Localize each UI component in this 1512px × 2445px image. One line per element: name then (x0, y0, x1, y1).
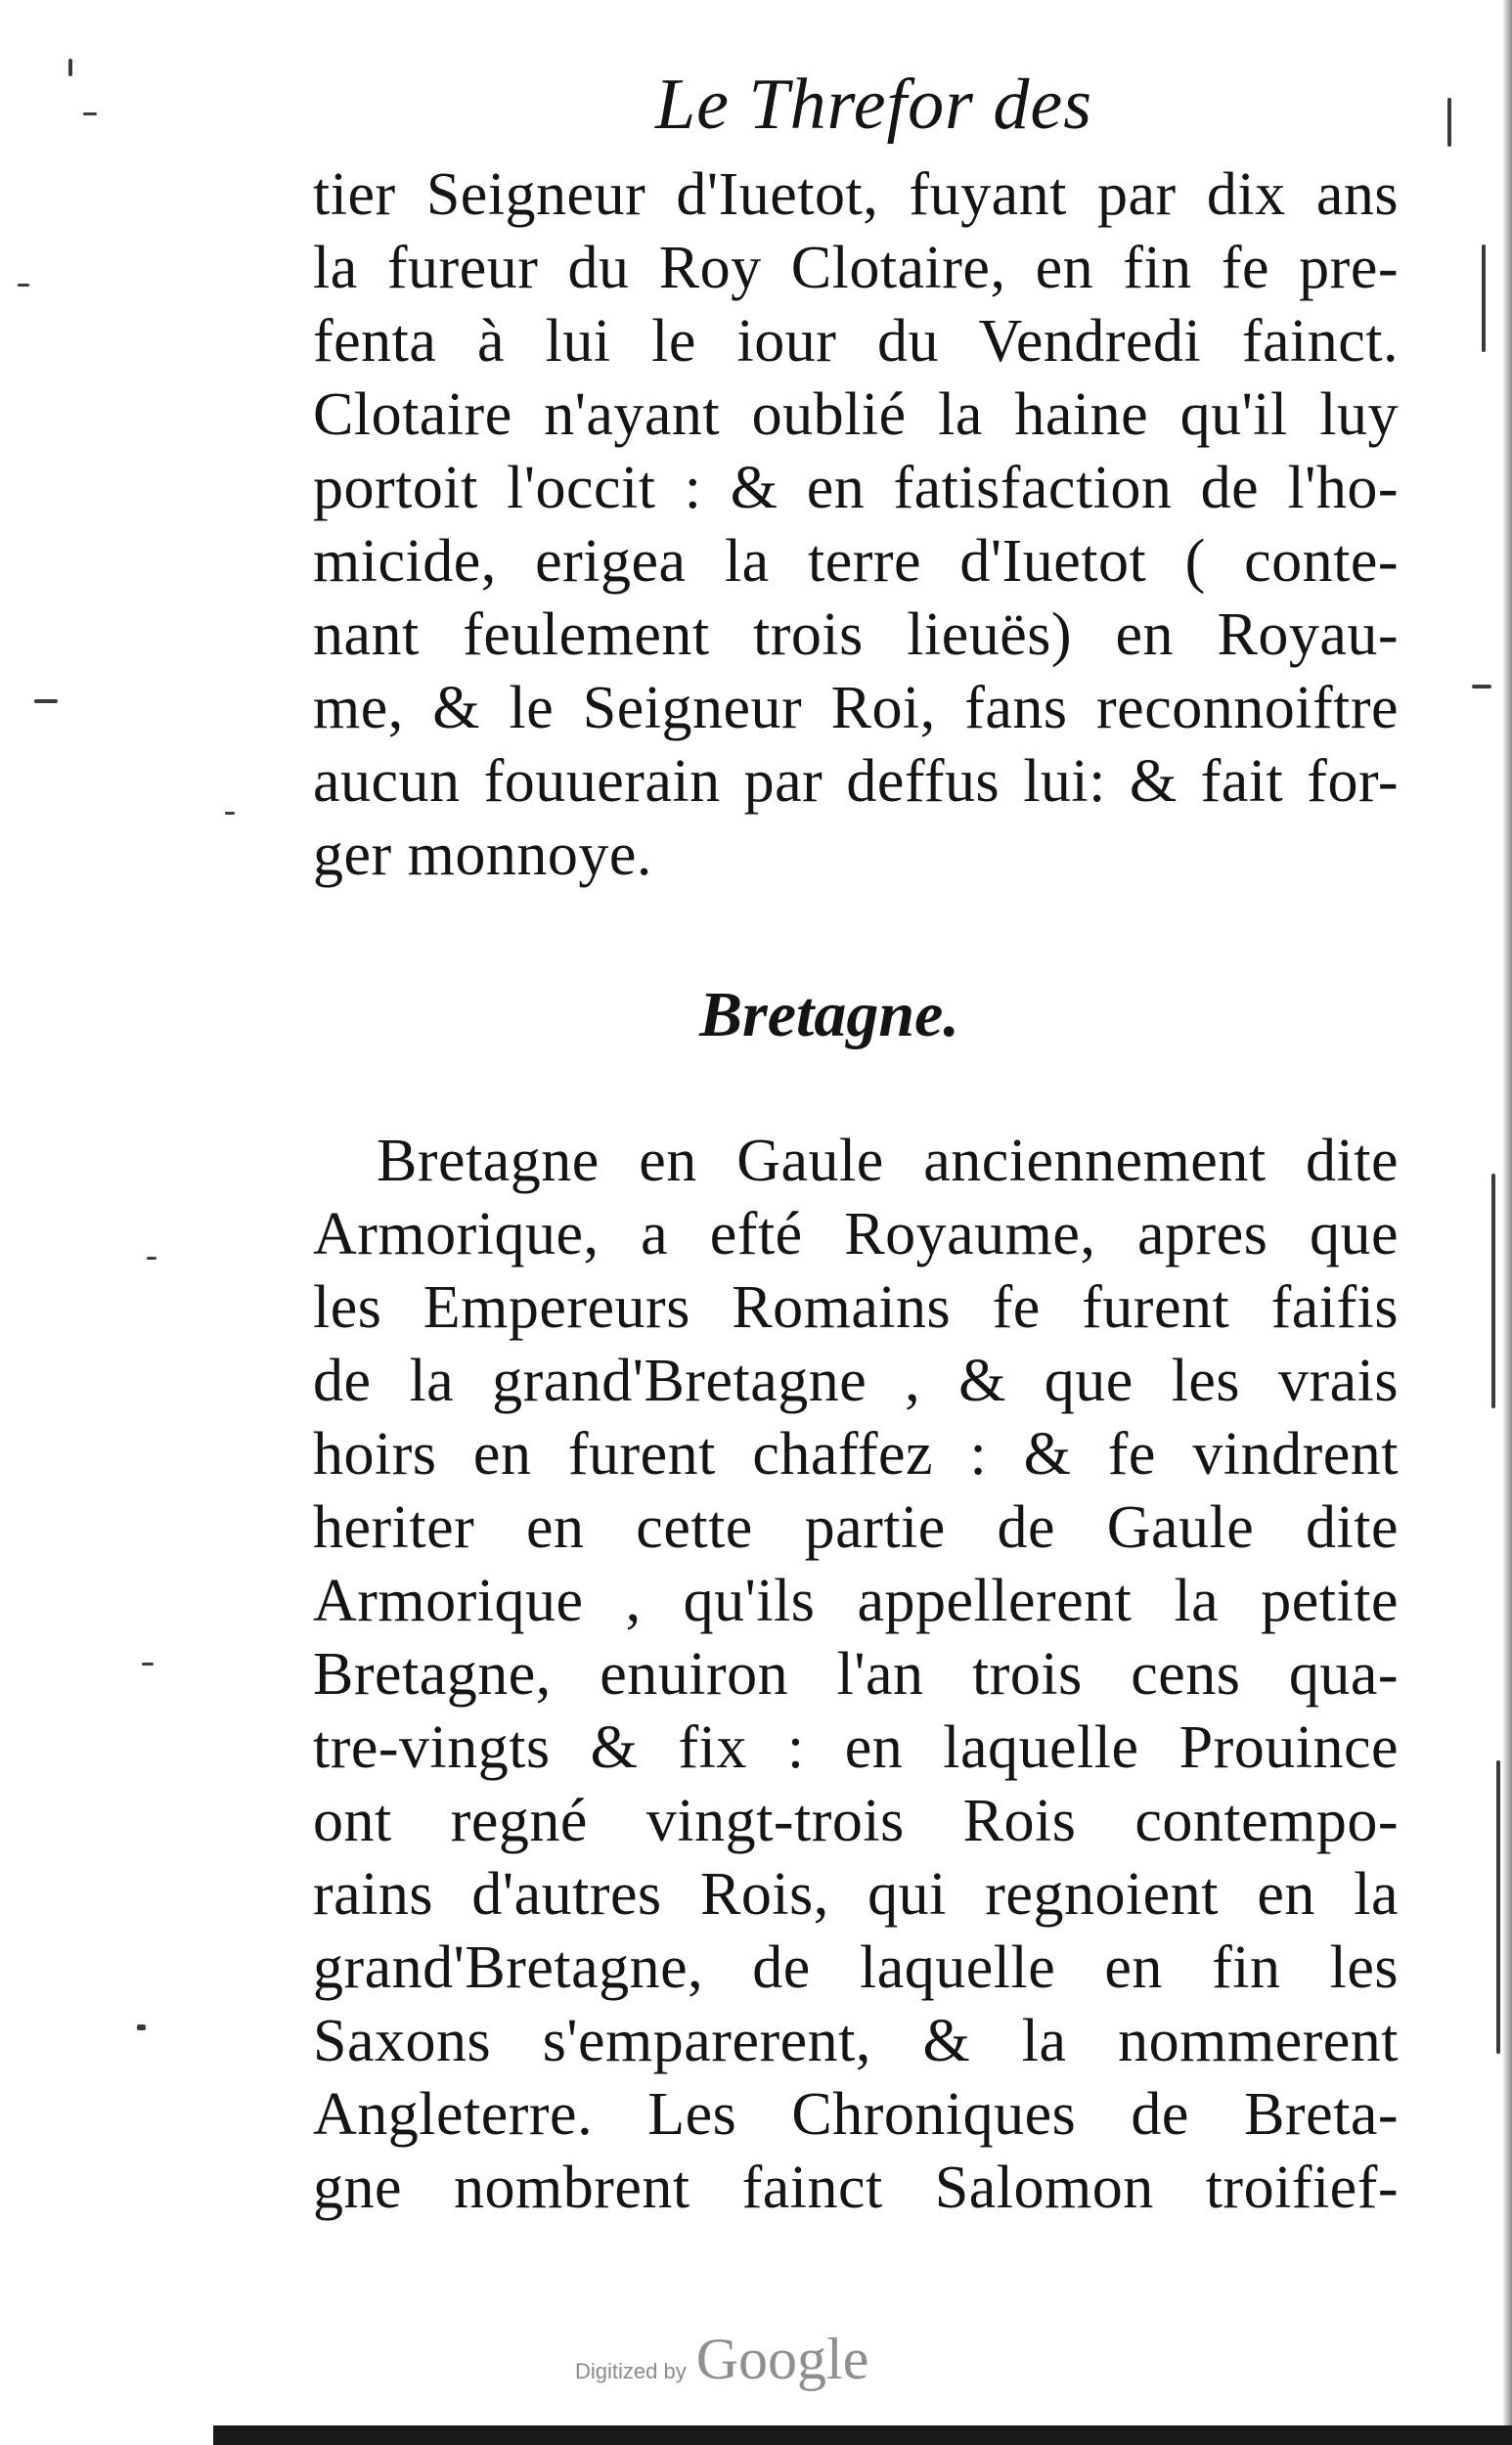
text-line: Bretagne, enuiron l'an trois cens qua- (313, 1641, 1399, 1708)
text-line: heriter en cette partie de Gaule dite (313, 1494, 1399, 1561)
scan-speck (34, 699, 58, 703)
scan-speck (225, 812, 235, 815)
text-line: Bretagne en Gaule anciennement dite (377, 1128, 1399, 1194)
running-head: Le Threfor des (655, 65, 1093, 145)
scan-speck (147, 1257, 156, 1260)
paragraph-yvetot (313, 158, 1399, 892)
text-line: ont regné vingt-trois Rois contempo- (313, 1788, 1399, 1854)
watermark-prefix: Digitized by (575, 2359, 687, 2383)
text-line: Armorique , qu'ils appellerent la petite (313, 1568, 1399, 1634)
text-line: hoirs en furent chaffez : & fe vindrent (313, 1421, 1399, 1488)
text-line: tre-vingts & fix : en laquelle Prouince (313, 1714, 1399, 1781)
text-line: aucun fouuerain par deffus lui: & fait for- (313, 748, 1399, 815)
scan-speck (1472, 685, 1491, 689)
text-line: portoit l'occit : & en fatisfaction de l'ho- (313, 455, 1399, 521)
text-line: de la grand'Bretagne , & que les vrais (313, 1348, 1399, 1414)
text-line: Angleterre. Les Chroniques de Breta- (313, 2081, 1399, 2148)
scan-bottom-border (213, 2425, 1512, 2445)
text-line: fenta à lui le iour du Vendredi fainct. (313, 308, 1399, 375)
scan-speck (1447, 98, 1451, 147)
scan-speck (137, 2024, 146, 2030)
text-line: me, & le Seigneur Roi, fans reconnoiftre (313, 675, 1399, 741)
text-line: la fureur du Roy Clotaire, en fin fe pre- (313, 235, 1399, 301)
scan-speck (68, 59, 72, 76)
text-line: Clotaire n'ayant oublié la haine qu'il luy (313, 381, 1399, 448)
paragraph-bretagne (313, 1125, 1399, 2225)
text-line: ger monnoye. (313, 822, 652, 888)
scan-speck (142, 1663, 154, 1666)
scan-speck (18, 284, 29, 287)
scan-speck (1491, 1174, 1495, 1408)
text-line: gne nombrent fainct Salomon troifief- (313, 2155, 1399, 2221)
scan-speck (1482, 244, 1486, 352)
text-line: grand'Bretagne, de laquelle en fin les (313, 1934, 1399, 2001)
text-line: rains d'autres Rois, qui regnoient en la (313, 1861, 1399, 1928)
section-heading: Bretagne. (699, 979, 959, 1050)
scan-speck (83, 112, 97, 115)
text-line: nant feulement trois lieuës) en Royau- (313, 601, 1399, 668)
digitized-watermark (575, 2326, 868, 2393)
page-edge-shadow (1502, 0, 1512, 2445)
text-line: Saxons s'emparerent, & la nommerent (313, 2008, 1399, 2074)
text-line: les Empereurs Romains fe furent faifis (313, 1274, 1399, 1341)
google-logo: Google (695, 2327, 869, 2391)
text-line: micide, erigea la terre d'Iuetot ( conte- (313, 528, 1399, 595)
text-line: tier Seigneur d'Iuetot, fuyant par dix ans (313, 161, 1399, 228)
scan-speck (1496, 1760, 1500, 2054)
text-line: Armorique, a efté Royaume, apres que (313, 1201, 1399, 1267)
